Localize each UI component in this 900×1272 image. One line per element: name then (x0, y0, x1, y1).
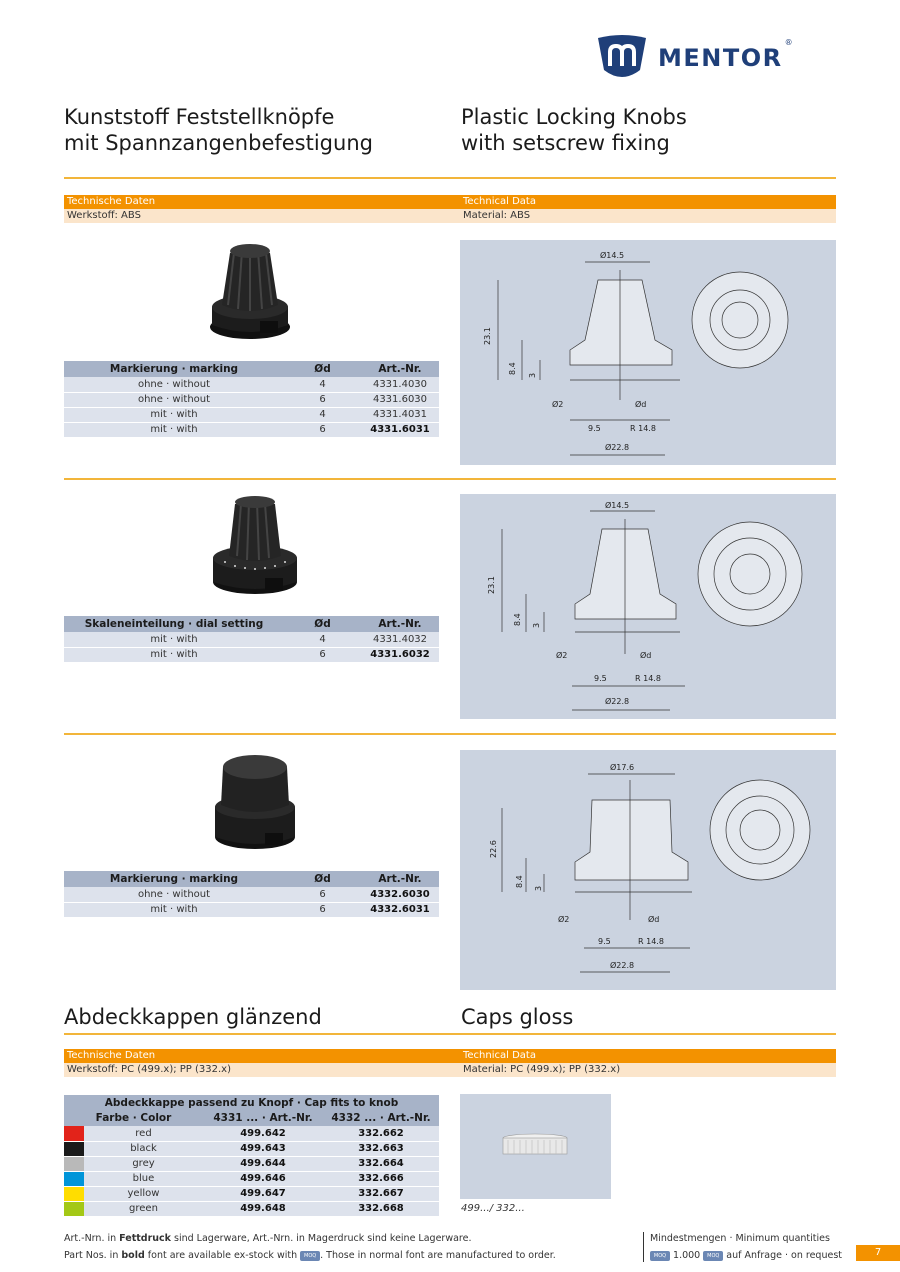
footer-notes (64, 1230, 624, 1264)
cell-color: grey (84, 1156, 203, 1171)
dim-bottom: Ø22.8 (605, 443, 630, 452)
cell-label: ohne · without (64, 887, 284, 902)
min-title: Mindestmengen · Minimum quantities (650, 1233, 830, 1244)
table-row (64, 647, 439, 662)
table-row (64, 1171, 439, 1186)
cell-label: mit · with (64, 632, 284, 647)
dim-w1: 9.5 (588, 424, 601, 433)
cell-label: mit · with (64, 407, 284, 422)
footer-en-b: font are available ex-stock with (144, 1250, 301, 1261)
footer-de-bold: Fettdruck (119, 1233, 171, 1244)
dim-dd: Ød (640, 651, 652, 660)
table2-header-d: Ød (284, 616, 361, 632)
cell-d: 6 (284, 392, 361, 407)
cell-d: 4 (284, 407, 361, 422)
cell-color: red (84, 1126, 203, 1141)
material-de: Werkstoff: ABS (64, 209, 460, 223)
caps-material-de: Werkstoff: PC (499.x); PP (332.x) (64, 1063, 460, 1077)
dim-h1: 23.1 (487, 576, 496, 594)
cell-d: 6 (284, 902, 361, 917)
color-swatch (64, 1156, 84, 1171)
dim-bottom: Ø22.8 (610, 961, 635, 970)
cell-d: 6 (284, 647, 361, 662)
title-en-line2: with setscrew fixing (461, 131, 670, 155)
logo-wordmark: MENTOR (658, 44, 783, 72)
cell-art: 4331.4031 (361, 407, 439, 422)
cell-art-4331: 499.648 (203, 1201, 323, 1216)
caps-tech-en: Technical Data (460, 1049, 836, 1063)
min-line (650, 1247, 850, 1264)
caps-table-caption: Abdeckkappe passend zu Knopf · Cap fits to knob (64, 1095, 439, 1110)
cell-art-4331: 499.642 (203, 1126, 323, 1141)
mentor-logo-icon (594, 34, 650, 82)
footer-line-de (64, 1230, 624, 1247)
cell-art-4331: 499.644 (203, 1156, 323, 1171)
cell-color: green (84, 1201, 203, 1216)
footer-divider (643, 1232, 644, 1262)
caps-header-color: Farbe · Color (64, 1110, 203, 1126)
table-row (64, 422, 439, 437)
knob-photo-2 (205, 492, 305, 602)
cap-photo (460, 1094, 611, 1199)
spec-table-3 (64, 871, 439, 918)
title-en (461, 104, 687, 156)
table1-header-marking: Markierung · marking (64, 361, 284, 377)
title-en-line1: Plastic Locking Knobs (461, 105, 687, 129)
caps-header-4332: 4332 ... · Art.-Nr. (323, 1110, 439, 1126)
color-swatch (64, 1171, 84, 1186)
cell-color: yellow (84, 1186, 203, 1201)
cell-art-4332: 332.663 (323, 1141, 439, 1156)
footer-de-b: sind Lagerware, Art.-Nrn. in Magerdruck sind keine Lagerware. (171, 1233, 472, 1244)
spec-table-1 (64, 361, 439, 438)
dim-dd: Ød (635, 400, 647, 409)
table-row (64, 377, 439, 392)
section-rule (64, 1033, 836, 1035)
min-request: auf Anfrage · on request (726, 1250, 842, 1261)
dim-d2: Ø2 (552, 400, 564, 409)
title-de-line1: Kunststoff Feststellknöpfe (64, 105, 335, 129)
cell-art-4331: 499.647 (203, 1186, 323, 1201)
cell-art-4331: 499.646 (203, 1171, 323, 1186)
footer-line-en (64, 1247, 624, 1264)
cell-label: ohne · without (64, 377, 284, 392)
caps-header-4331: 4331 ... · Art.-Nr. (203, 1110, 323, 1126)
dim-h2: 8.4 (515, 875, 524, 888)
caps-tech-de: Technische Daten (64, 1049, 460, 1063)
min-quantities (650, 1230, 850, 1264)
moq-icon: MOQ (703, 1251, 723, 1261)
dim-r: R 14.8 (630, 424, 656, 433)
cell-art-4332: 332.666 (323, 1171, 439, 1186)
color-swatch (64, 1186, 84, 1201)
cell-label: mit · with (64, 647, 284, 662)
dim-r: R 14.8 (635, 674, 661, 683)
color-swatch (64, 1201, 84, 1216)
cell-label: mit · with (64, 422, 284, 437)
cell-art: 4331.4032 (361, 632, 439, 647)
footer-de-a: Art.-Nrn. in (64, 1233, 120, 1244)
table1-header-art: Art.-Nr. (361, 361, 439, 377)
cell-color: black (84, 1141, 203, 1156)
knob-photo-1 (200, 235, 300, 345)
table1-header-d: Ød (284, 361, 361, 377)
dim-d2: Ø2 (558, 915, 570, 924)
min-qty: 1.000 (673, 1250, 701, 1261)
page-number: 7 (856, 1245, 900, 1261)
color-swatch (64, 1126, 84, 1141)
table-row (64, 1186, 439, 1201)
cell-color: blue (84, 1171, 203, 1186)
section-rule (64, 478, 836, 480)
tech-data-de: Technische Daten (64, 195, 460, 209)
cell-label: mit · with (64, 902, 284, 917)
cell-art: 4331.4030 (361, 377, 439, 392)
section-rule (64, 733, 836, 735)
table-row (64, 1201, 439, 1216)
caps-title-en: Caps gloss (461, 1005, 574, 1029)
tech-data-en: Technical Data (460, 195, 836, 209)
section-rule (64, 177, 836, 179)
dim-h1: 22.6 (489, 840, 498, 858)
footer-en-a: Part Nos. in (64, 1250, 122, 1261)
dim-top: Ø14.5 (600, 251, 625, 260)
table2-header-dial: Skaleneinteilung · dial setting (64, 616, 284, 632)
dim-d2: Ø2 (556, 651, 568, 660)
table-row (64, 1126, 439, 1141)
dim-h2: 8.4 (513, 613, 522, 626)
dim-h3: 3 (528, 372, 537, 378)
table-row (64, 902, 439, 917)
table-row (64, 392, 439, 407)
dim-bottom: Ø22.8 (605, 697, 630, 706)
dim-w1: 9.5 (594, 674, 607, 683)
table-row (64, 1141, 439, 1156)
dim-top: Ø17.6 (610, 763, 635, 772)
cell-art: 4331.6032 (361, 647, 439, 662)
cell-art-4331: 499.643 (203, 1141, 323, 1156)
mentor-logo (594, 34, 793, 82)
cell-d: 6 (284, 422, 361, 437)
table3-header-d: Ød (284, 871, 361, 887)
cell-art: 4332.6030 (361, 887, 439, 902)
cell-d: 4 (284, 632, 361, 647)
cap-caption: 499.../ 332... (461, 1203, 525, 1214)
technical-drawing-1 (460, 240, 836, 465)
title-de-line2: mit Spannzangenbefestigung (64, 131, 373, 155)
technical-drawing-2 (460, 494, 836, 719)
table3-header-art: Art.-Nr. (361, 871, 439, 887)
cell-label: ohne · without (64, 392, 284, 407)
dim-h1: 23.1 (483, 327, 492, 345)
dim-h3: 3 (534, 885, 543, 891)
footer-en-c: . Those in normal font are manufactured to order. (320, 1250, 556, 1261)
table-row (64, 887, 439, 902)
cell-d: 4 (284, 377, 361, 392)
registered-mark: ® (784, 38, 793, 47)
cell-d: 6 (284, 887, 361, 902)
title-de (64, 104, 373, 156)
knob-photo-3 (205, 745, 305, 855)
cell-art: 4332.6031 (361, 902, 439, 917)
table2-header-art: Art.-Nr. (361, 616, 439, 632)
dim-h2: 8.4 (508, 362, 517, 375)
table-row (64, 1156, 439, 1171)
color-swatch (64, 1141, 84, 1156)
caps-title-de: Abdeckkappen glänzend (64, 1005, 322, 1029)
cell-art-4332: 332.664 (323, 1156, 439, 1171)
dim-dd: Ød (648, 915, 660, 924)
footer-en-bold: bold (121, 1250, 145, 1261)
cell-art: 4331.6031 (361, 422, 439, 437)
caps-material-en: Material: PC (499.x); PP (332.x) (460, 1063, 836, 1077)
cell-art-4332: 332.667 (323, 1186, 439, 1201)
dim-top: Ø14.5 (605, 501, 630, 510)
dim-w1: 9.5 (598, 937, 611, 946)
technical-drawing-3 (460, 750, 836, 990)
cell-art-4332: 332.668 (323, 1201, 439, 1216)
moq-icon: MOQ (300, 1251, 320, 1261)
moq-icon: MOQ (650, 1251, 670, 1261)
spec-table-2 (64, 616, 439, 663)
table3-header-marking: Markierung · marking (64, 871, 284, 887)
dim-r: R 14.8 (638, 937, 664, 946)
material-en: Material: ABS (460, 209, 836, 223)
table-row (64, 632, 439, 647)
dim-h3: 3 (532, 622, 541, 628)
cell-art: 4331.6030 (361, 392, 439, 407)
cell-art-4332: 332.662 (323, 1126, 439, 1141)
caps-table (64, 1095, 439, 1217)
table-row (64, 407, 439, 422)
